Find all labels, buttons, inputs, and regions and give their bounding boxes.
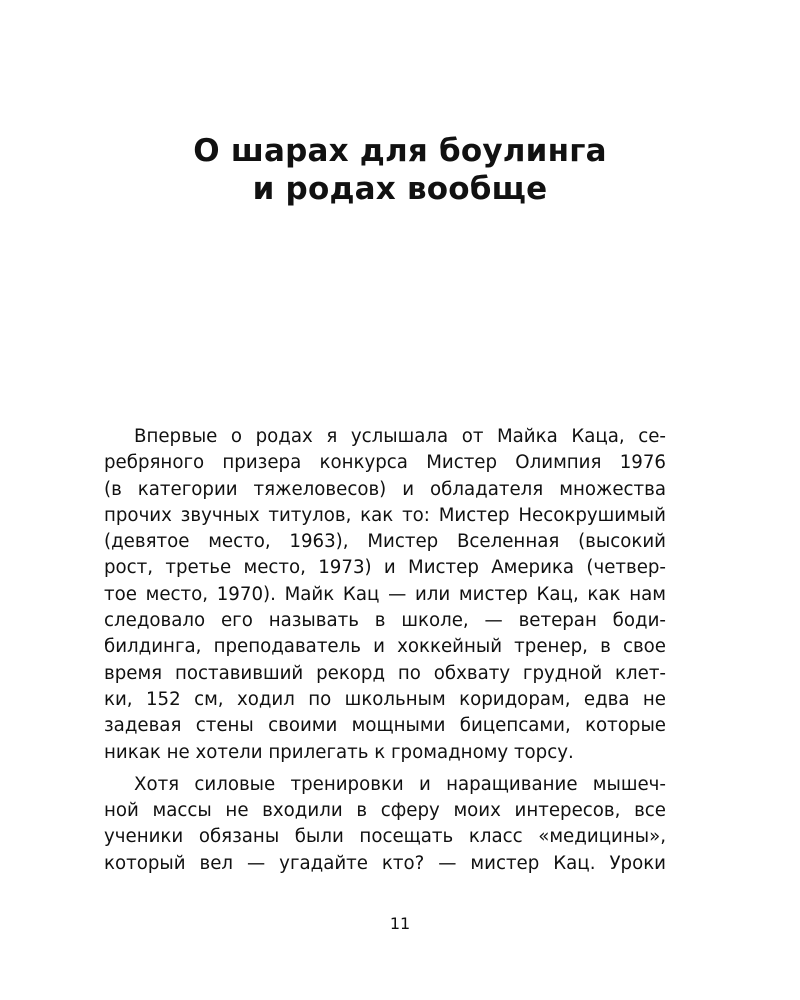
text-line: следовало его называть в школе, — ветеран боди-	[104, 610, 666, 632]
chapter-title-line-2: и родах вообще	[252, 171, 548, 207]
text-line: (девятое место, 1963), Мистер Вселенная (высокий	[104, 531, 666, 553]
text-line: Хотя силовые тренировки и наращивание мышеч-	[134, 773, 666, 795]
paragraph-1	[104, 424, 666, 766]
text-line: ученики обязаны были посещать класс «медицины»,	[104, 826, 666, 848]
text-line: ки, 152 см, ходил по школьным коридорам, едва не	[104, 688, 666, 710]
page-number: 11	[389, 914, 411, 933]
text-line: время поставивший рекорд по обхвату грудной клет-	[104, 662, 666, 684]
text-line: (в категории тяжеловесов) и обладателя множества	[104, 478, 666, 500]
paragraph-2	[104, 772, 666, 877]
text-line: тое место, 1970). Майк Кац — или мистер Кац, как нам	[104, 583, 666, 605]
text-line: который вел — угадайте кто? — мистер Кац. Уроки	[104, 852, 666, 874]
text-line: Впервые о родах я услышала от Майка Каца, се-	[134, 426, 666, 447]
body-text	[104, 424, 666, 883]
chapter-title-line-1: О шарах для боулинга	[193, 133, 607, 169]
chapter-title	[0, 132, 800, 208]
text-line: прочих звучных титулов, как то: Мистер Несокрушимый	[104, 504, 666, 526]
text-line: задевая стены своими мощными бицепсами, которые	[104, 715, 666, 737]
text-line: никак не хотели прилегать к громадному торсу.	[104, 741, 574, 763]
text-line: билдинга, преподаватель и хоккейный тренер, в свое	[104, 636, 666, 658]
text-line: рост, третье место, 1973) и Мистер Америка (четвер-	[104, 557, 666, 579]
text-line: ной массы не входили в сферу моих интересов, все	[104, 800, 666, 822]
text-line: ребряного призера конкурса Мистер Олимпия 1976	[104, 452, 666, 474]
